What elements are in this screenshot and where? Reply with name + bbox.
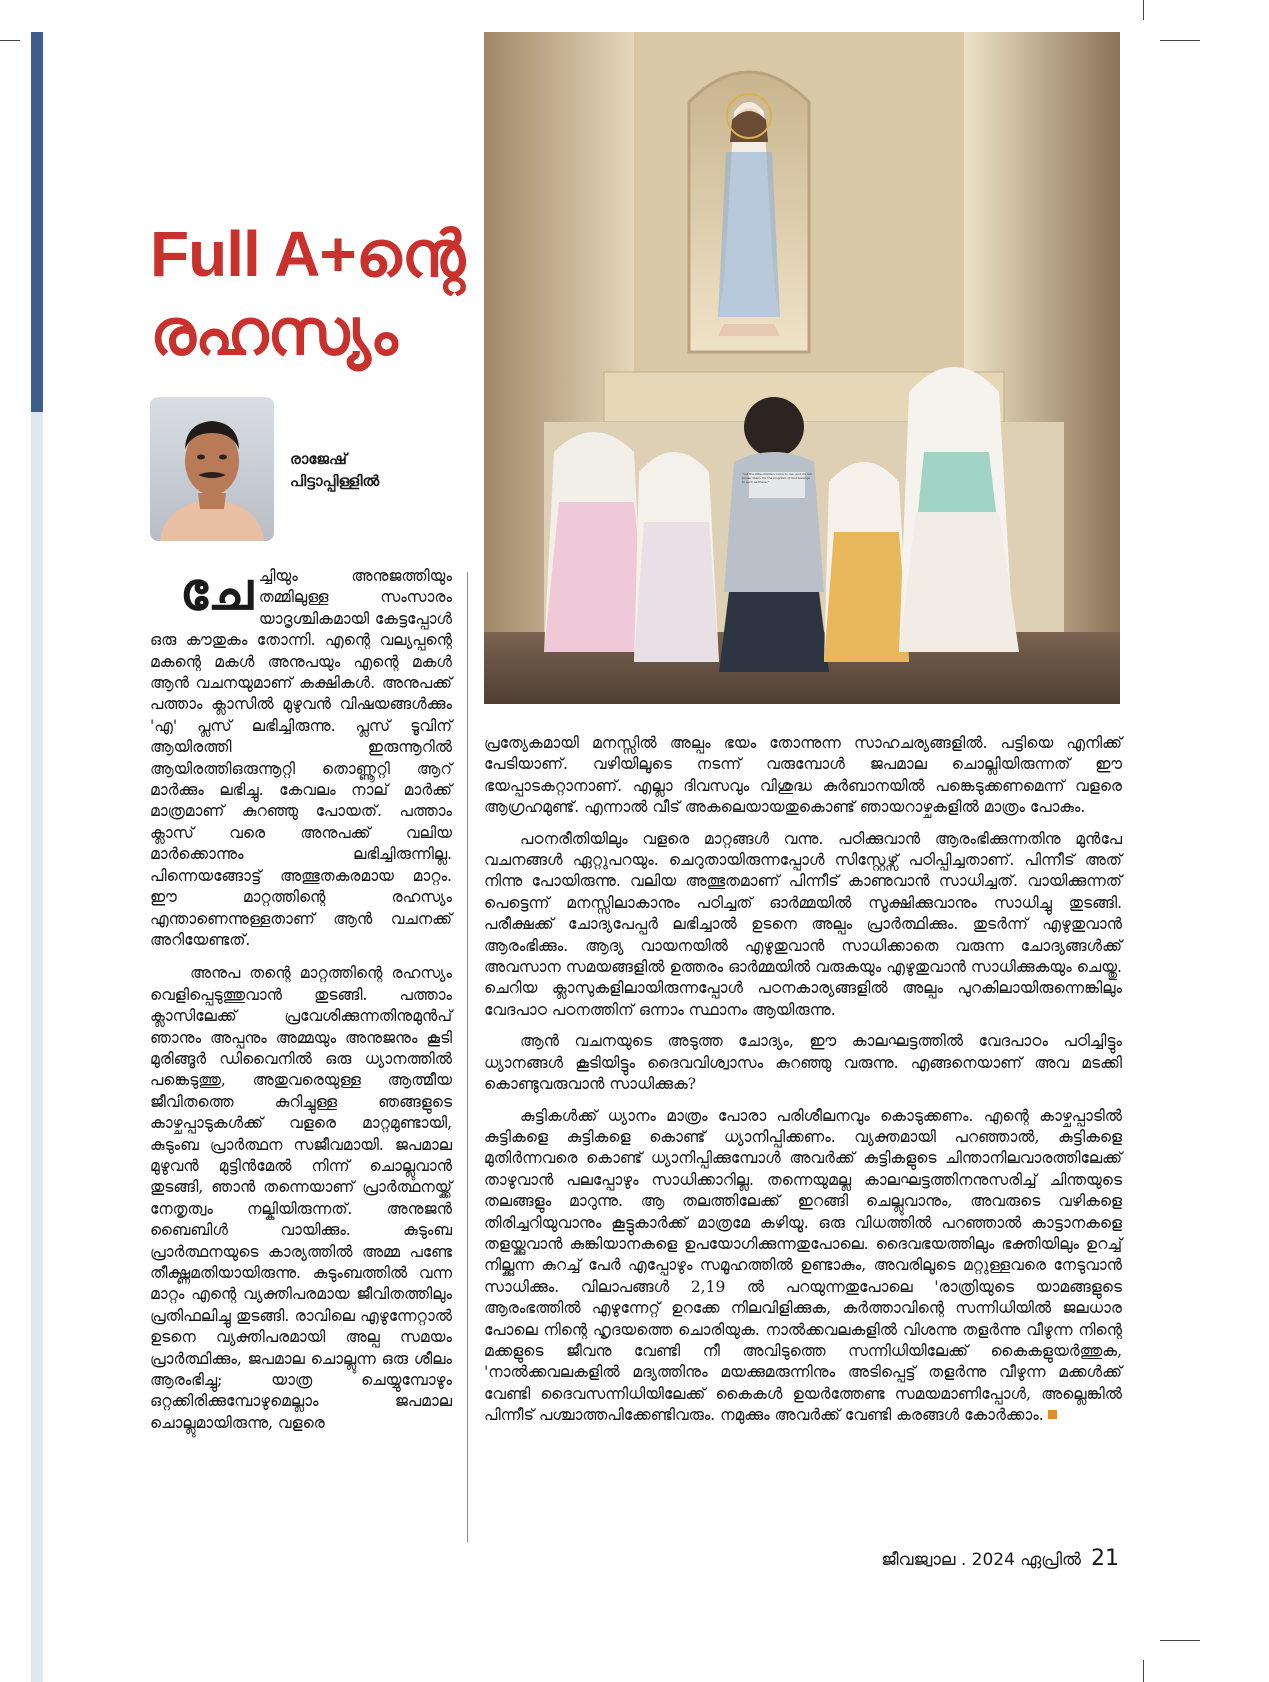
crop-mark (1160, 1640, 1200, 1641)
left-column (150, 561, 452, 1434)
page-spine-bar (31, 32, 43, 1682)
magazine-issue: ജീവജ്വാല . 2024 ഏപ്രിൽ (881, 1550, 1081, 1570)
paragraph: പ്രത്യേകമായി മനസ്സിൽ അല്പം ഭയം തോന്നുന്ന സാഹചര്യങ്ങളിൽ. പട്ടിയെ എനിക്ക് പേടിയാണ്. വഴിയിലൂടെ നടന്ന് വരുമ്പോൾ ജപമാല ചൊല്ലിയിരുന്നത് ഈ ഭയപ്പാടകറ്റാനാണ്. എല്ലാ ദിവസവും വിശുദ്ധ കുർബാനയിൽ പങ്കെടുക്കണമെന്ന് വളരെ ആഗ്രഹമുണ്ട്. എന്നാൽ വീട് അകലെയായതുകൊണ്ട് ഞായറാഴ്ചകളിൽ മാത്രം പോകും. (484, 734, 1122, 817)
paragraph: പഠനരീതിയിലും വളരെ മാറ്റങ്ങൾ വന്നു. പഠിക്കുവാൻ ആരംഭിക്കുന്നതിനു മുൻപേ വചനങ്ങൾ ഏറ്റുപറയും. ചെറുതായിരുന്നപ്പോൾ സിസ്റ്റേഴ്സ് പഠിപ്പിച്ചതാണ്. പിന്നീട് അത് നിന്നു പോയിരുന്നു. വലിയ അത്ഭുതമാണ് പിന്നീട് കാണുവാൻ സാധിച്ചത്. വായിക്കുന്നത് പെട്ടെന്ന് മനസ്സിലാകാനും പഠിച്ചത് ഓർമ്മയിൽ സൂക്ഷിക്കുവാനും സാധിച്ചു തുടങ്ങി. പരീക്ഷക്ക് ചോദ്യപേപ്പർ ലഭിച്ചാൽ ഉടനെ അല്പം പ്രാർത്ഥിക്കും. തുടർന്ന് എഴുതുവാൻ ആരംഭിക്കും. ആദ്യ വായനയിൽ എഴുതുവാൻ സാധിക്കാതെ വരുന്ന ചോദ്യങ്ങൾക്ക് അവസാന സമയങ്ങളിൽ ഉത്തരം ഓർമ്മയിൽ വരുകയും എഴുതുവാൻ സാധിക്കുകയും ചെയ്തു. ചെറിയ ക്ലാസുകളിലായിരുന്നപ്പോൾ പഠനകാര്യങ്ങളിൽ അല്പം പുറകിലായിരുന്നെങ്കിലും വേദപാഠ പഠനത്തിന് ഒന്നാം സ്ഥാനം ആയിരുന്നു. (484, 829, 1122, 1019)
paragraph-text: ച്ചിയും അനുജത്തിയും തമ്മിലുള്ള സംസാരം യാദൃശ്ചികമായി കേട്ടപ്പോൾ ഒരു കൗതുകം തോന്നി. എന്റെ വല്യപ്പന്റെ മകന്റെ മകൾ അനുപയും എന്റെ മകൾ ആൻ വചനയുമാണ് കക്ഷികൾ. അനുപക്ക് പത്താം ക്ലാസിൽ മുഴുവൻ വിഷയങ്ങൾക്കും 'എ' പ്ലസ് ലഭിച്ചിരുന്നു. പ്ലസ് ടൂവിന് ആയിരത്തി ഇരുന്നൂറിൽ ആയിരത്തിഒരുന്നൂറ്റി തൊണ്ണൂറ്റി ആറ് മാർക്കും ലഭിച്ചു. കേവലം നാല് മാർക്ക് മാത്രമാണ് കുറഞ്ഞു പോയത്. പത്താം ക്ലാസ് വരെ അനുപക്ക് വലിയ മാർക്കൊന്നും ലഭിച്ചിരുന്നില്ല. പിന്നെയങ്ങോട്ട് അത്ഭുതകരമായ മാറ്റം. ഈ മാറ്റത്തിന്റെ രഹസ്യം എന്താണെന്നുള്ളതാണ് ആൻ വചനക്ക് അറിയേണ്ടത്. (150, 567, 452, 949)
drop-cap: ചേ (180, 561, 253, 622)
page-footer (881, 1546, 1119, 1571)
title-line-2: രഹസ്യം (150, 296, 397, 368)
crop-mark (0, 40, 20, 41)
paragraph: ആൻ വചനയുടെ അടുത്ത ചോദ്യം, ഈ കാലഘട്ടത്തിൽ വേദപാഠം പഠിച്ചിട്ടും ധ്യാനങ്ങൾ കൂടിയിട്ടും ദൈവവിശ്വാസം കുറഞ്ഞു വരുന്നു. എങ്ങനെയാണ് അവ മടക്കി കൊണ്ടുവരുവാൻ സാധിക്കുക? (484, 1032, 1122, 1094)
title-line-1: Full A+ന്റെ (150, 218, 465, 290)
right-column (484, 733, 1122, 1427)
paragraph (484, 1106, 1122, 1427)
article-title (150, 215, 480, 371)
shirt-print-text: “Let the little children come to me, and do not hinder them, for the kingdom of God belongs to such as these.” (742, 472, 812, 484)
author-name-line-2: പിട്ടാപ്പിള്ളിൽ (290, 472, 380, 490)
paragraph (150, 561, 452, 951)
author-name (290, 448, 379, 492)
column-divider (467, 572, 468, 1542)
paragraph-text: കുട്ടികൾക്ക് ധ്യാനം മാത്രം പോരാ പരിശീലനവും കൊടുക്കണം. എന്റെ കാഴ്ചപ്പാടിൽ കുട്ടികളെ കുട്ടികളെ കൊണ്ട് ധ്യാനിപ്പിക്കണം. വ്യക്തമായി പറഞ്ഞാൽ, കുട്ടികളെ മുതിർന്നവരെ കൊണ്ട് ധ്യാനിപ്പിക്കുമ്പോൾ അവർക്ക് കുട്ടികളുടെ ചിന്താനിലവാരത്തിലേക്ക് താഴുവാൻ പലപ്പോഴും സാധിക്കാറില്ല. തന്നെയുമല്ല കാലഘട്ടത്തിനനുസരിച്ച് ചിന്തയുടെ തലങ്ങളും മാറുന്നു. ആ തലത്തിലേക്ക് ഇറങ്ങി ചെല്ലുവാനും, അവരുടെ വഴികളെ തിരിച്ചറിയുവാനും കൂട്ടുകാർക്ക് മാത്രമേ കഴിയൂ. ഒരു വിധത്തിൽ പറഞ്ഞാൽ കാട്ടാനകളെ തളയ്ക്കുവാൻ കുങ്കിയാനകളെ ഉപയോഗിക്കുന്നതുപോലെ. ദൈവഭയത്തിലും ഭക്തിയിലും ഉറച്ച് നില്ക്കുന്ന കുറച്ച് പേർ എപ്പോഴും സമൂഹത്തിൽ ഉണ്ടാകും, അവരിലൂടെ മറ്റുള്ളവരെ നേടുവാൻ സാധിക്കും. വിലാപങ്ങൾ 2,19 ൽ പറയുന്നതുപോലെ 'രാത്രിയുടെ യാമങ്ങളുടെ ആരംഭത്തിൽ എഴുന്നേറ്റ് ഉറക്കേ നിലവിളിക്കുക, കർത്താവിന്റെ സന്നിധിയിൽ ജലധാര പോലെ നിന്റെ ഹൃദയത്തെ ചൊരിയുക. നാൽക്കവലകളിൽ വിശന്നു തളർന്നു വീഴുന്ന നിന്റെ മക്കളുടെ ജീവനു വേണ്ടി നീ അവിടുത്തെ സന്നിധിയിലേക്ക് കൈകളുയർത്തുക, 'നാൽക്കവലകളിൽ മദ്യത്തിനും മയക്കുമരുന്നിനും അടിപ്പെട്ട് തളർന്നു വീഴുന്ന മക്കൾക്ക് വേണ്ടി ദൈവസന്നിധിയിലേക്ക് കൈകൾ ഉയർത്തേണ്ട സമയമാണിപ്പോൾ, അല്ലെങ്കിൽ പിന്നീട് പശ്ചാത്തപിക്കേണ്ടിവരും. നമുക്കും അവർക്ക് വേണ്ടി കരങ്ങൾ കോർക്കാം. (484, 1106, 1122, 1425)
hero-photo (484, 32, 1120, 704)
crop-mark (1143, 0, 1144, 20)
author-name-line-1: രാജേഷ് (290, 450, 347, 468)
crop-mark (1160, 40, 1200, 41)
paragraph: അനുപ തന്റെ മാറ്റത്തിന്റെ രഹസ്യം വെളിപ്പെടുത്തുവാൻ തുടങ്ങി. പത്താം ക്ലാസിലേക്ക് പ്രവേശിക്കുന്നതിനുമുൻപ് ഞാനും അപ്പനും അമ്മയും അനുജനും കൂടി മുരിങ്ങൂർ ഡിവൈനിൽ ഒരു ധ്യാനത്തിൽ പങ്കെടുത്തു, അതുവരെയുള്ള ആത്മീയ ജീവിതത്തെ കുറിച്ചുള്ള ഞങ്ങളുടെ കാഴ്ചപ്പാടുകൾക്ക് വളരെ മാറ്റമുണ്ടായി, കുടുംബ പ്രാർത്ഥന സജീവമായി. ജപമാല മുഴുവൻ മുട്ടിൻമേൽ നിന്ന് ചൊല്ലുവാൻ തുടങ്ങി, ഞാൻ തന്നെയാണ് പ്രാർത്ഥനയ്ക്ക് നേതൃത്വം നല്കിയിരുന്നത്. അനുജൻ ബൈബിൾ വായിക്കും. കുടുംബ പ്രാർത്ഥനയുടെ കാര്യത്തിൽ അമ്മ പണ്ടേ തീക്ഷ്ണമതിയായിരുന്നു. കുടുംബത്തിൽ വന്ന മാറ്റം എന്റെ വ്യക്തിപരമായ ജീവിതത്തിലും പ്രതിഫലിച്ചു തുടങ്ങി. രാവിലെ എഴുന്നേറ്റാൽ ഉടനെ വ്യക്തിപരമായി അല്പ സമയം പ്രാർത്ഥിക്കും, ജപമാല ചൊല്ലുന്ന ഒരു ശീലം ആരംഭിച്ചു; യാത്ര ചെയ്യുമ്പോഴും ഒറ്റക്കിരിക്കുമ്പോഴുമെല്ലാം ജപമാല ചൊല്ലുമായിരുന്നു, വളരെ (150, 964, 452, 1432)
author-photo (150, 397, 274, 541)
page-number: 21 (1091, 1546, 1119, 1571)
crop-mark (1143, 1660, 1144, 1682)
end-mark-icon (1048, 1410, 1057, 1419)
